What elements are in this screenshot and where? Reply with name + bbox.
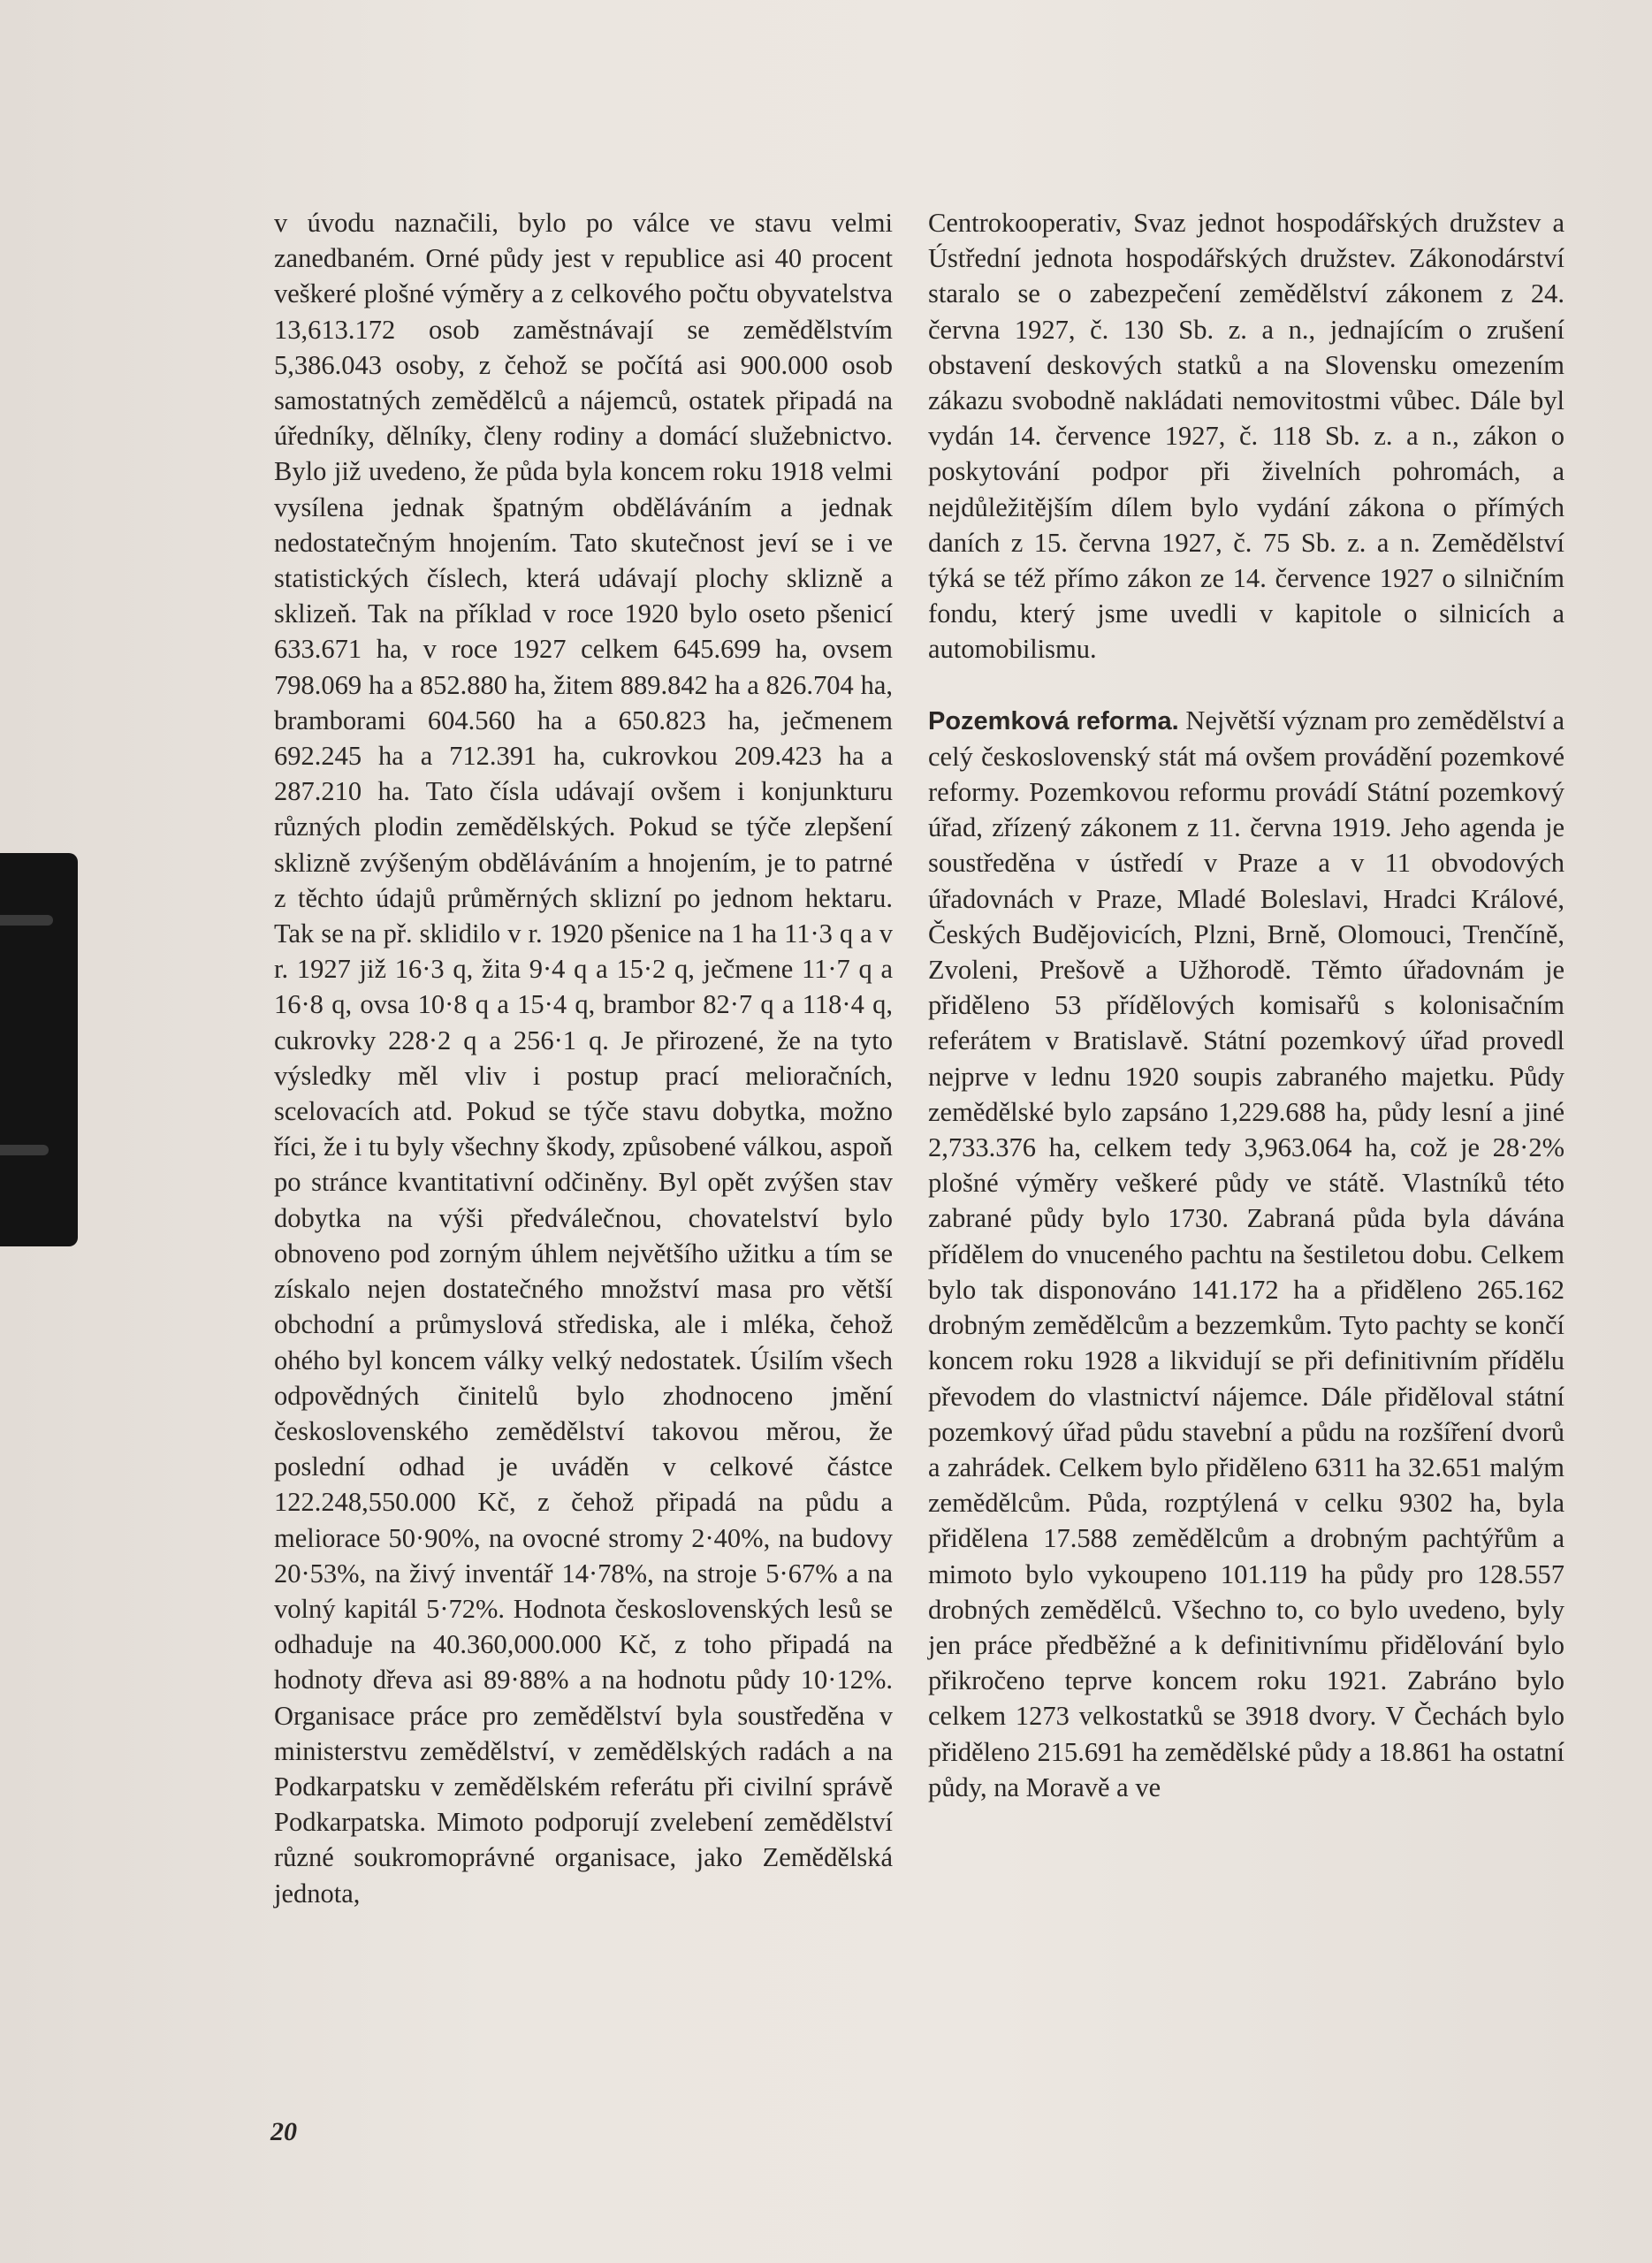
paragraph-spacer bbox=[928, 667, 1564, 703]
page-number: 20 bbox=[270, 2117, 297, 2146]
clip-highlight bbox=[0, 915, 53, 926]
clip-highlight bbox=[0, 1145, 49, 1155]
binder-clip bbox=[0, 853, 78, 1246]
right-paragraph-1: Centrokooperativ, Svaz jednot hospodářských družstev a Ústřední jednota hospodářských družstev. Zákonodárství staralo se o zabezpečení zemědělství zákonem z 24. června 1927, č. 130 Sb. z. a n., jednajícím o zrušení obstavení deskových statků a na Slovensku omezením zákazu svobodně nakládati nemovitostmi vůbec. Dále byl vydán 14. července 1927, č. 118 Sb. z. a n., zákon o poskytování podpor při živelních pohromách, a nejdůležitějším dílem bylo vydání zákona o přímých daních z 15. června 1927, č. 75 Sb. z. a n. Zemědělství týká se též přímo zákon ze 14. července 1927 o silničním fondu, který jsme uvedli v kapitole o silnicích a automobilismu. bbox=[928, 208, 1564, 665]
left-column bbox=[274, 205, 893, 1911]
right-column bbox=[928, 205, 1564, 1805]
section-body: Největší význam pro zemědělství a celý československý stát má ovšem provádění pozemkové reformy. Pozemkovou reformu provádí Státní pozemkový úřad, zřízený zákonem z 11. června 1919. Jeho agenda je soustředěna v ústředí v Praze a v 11 obvodových úřadovnách v Praze, Mladé Boleslavi, Hradci Králové, Českých Budějovicích, Plzni, Brně, Olomouci, Trenčíně, Zvoleni, Prešově a Užhorodě. Těmto úřadovnám je přiděleno 53 přídělových komisařů s kolonisačním referátem v Bratislavě. Státní pozemkový úřad provedl nejprve v lednu 1920 soupis zabraného majetku. Půdy zemědělské bylo zapsáno 1,229.688 ha, půdy lesní a jiné 2,733.376 ha, celkem tedy 3,963.064 ha, což je 28·2% plošné výměry veškeré půdy ve státě. Vlastníků této zabrané půdy bylo 1730. Zabraná půda byla dávána přídělem do vnuceného pachtu na šestiletou dobu. Celkem bylo tak disponováno 141.172 ha a přiděleno 265.162 drobným zemědělcům a bezzemkům. Tyto pachty se končí koncem roku 1928 a likvidují se při definitivním přídělu převodem do vlastnictví nájemce. Dále přiděloval státní pozemkový úřad půdu stavební a půdu na rozšíření dvorů a zahrádek. Celkem bylo přiděleno 6311 ha 32.651 malým zemědělcům. Půda, rozptýlená v celku 9302 ha, byla přidělena 17.588 zemědělcům a drobným pachtýřům a mimoto bylo vykoupeno 101.119 ha půdy pro 128.557 drobných zemědělců. Všechno to, co bylo uvedeno, byly jen práce předběžné a k definitivnímu přidělování bylo přikročeno teprve koncem roku 1921. Zabráno bylo celkem 1273 velkostatků se 3918 dvory. V Čechách bylo přiděleno 215.691 ha zemědělské půdy a 18.861 ha ostatní půdy, na Moravě a ve bbox=[928, 705, 1565, 1802]
right-paragraph-2 bbox=[928, 703, 1564, 1805]
left-column-text: v úvodu naznačili, bylo po válce ve stavu velmi zanedbaném. Orné půdy jest v republice asi 40 procent veškeré plošné výměry a z celkového počtu obyvatelstva 13,613.172 osob zaměstnávají se zemědělstvím 5,386.043 osoby, z čehož se počítá asi 900.000 osob samostatných zemědělců a nájemců, ostatek připadá na úředníky, dělníky, členy rodiny a domácí služebnictvo. Bylo již uvedeno, že půda byla koncem roku 1918 velmi vysílena jednak špatným obděláváním a jednak nedostatečným hnojením. Tato skutečnost jeví se i ve statistických číslech, která udávají plochy sklizně a sklizeň. Tak na příklad v roce 1920 bylo oseto pšenicí 633.671 ha, v roce 1927 celkem 645.699 ha, ovsem 798.069 ha a 852.880 ha, žitem 889.842 ha a 826.704 ha, bramborami 604.560 ha a 650.823 ha, ječmenem 692.245 ha a 712.391 ha, cukrovkou 209.423 ha a 287.210 ha. Tato čísla udávají ovšem i konjunkturu různých plodin zemědělských. Pokud se týče zlepšení sklizně zvýšeným obděláváním a hnojením, je to patrné z těchto údajů průměrných sklizní po jednom hektaru. Tak se na př. sklidilo v r. 1920 pšenice na 1 ha 11·3 q a v r. 1927 již 16·3 q, žita 9·4 q a 15·2 q, ječmene 11·7 q a 16·8 q, ovsa 10·8 q a 15·4 q, brambor 82·7 q a 118·4 q, cukrovky 228·2 q a 256·1 q. Je přirozené, že na tyto výsledky měl vliv i postup prací melioračních, scelovacích atd. Pokud se týče stavu dobytka, možno říci, že i tu byly všechny škody, způsobené válkou, aspoň po stránce kvantitativní odčiněny. Byl opět zvýšen stav dobytka na výši předválečnou, chovatelství bylo obnoveno pod zorným úhlem největšího užitku a tím se získalo nejen dostatečného množství masa pro větší obchodní a průmyslová střediska, ale i mléka, čehož ohého byl koncem války velký nedostatek. Úsilím všech odpovědných činitelů bylo zhodnoceno jmění československého zemědělství takovou měrou, že poslední odhad je uváděn v celkové částce 122.248,550.000 Kč, z čehož připadá na půdu a meliorace 50·90%, na ovocné stromy 2·40%, na budovy 20·53%, na živý inventář 14·78%, na stroje 5·67% a na volný kapitál 5·72%. Hodnota československých lesů se odhaduje na 40.360,000.000 Kč, z toho připadá na hodnoty dřeva asi 89·88% a na hodnotu půdy 10·12%. Organisace práce pro zemědělství byla soustředěna v ministerstvu zemědělství, v zemědělských radách a na Podkarpatsku v zemědělském referátu při civilní správě Podkarpatska. Mimoto podporují zvelebení zemědělství různé soukromoprávné organisace, jako Zemědělská jednota, bbox=[274, 208, 893, 1909]
section-heading: Pozemková reforma. bbox=[928, 706, 1179, 735]
